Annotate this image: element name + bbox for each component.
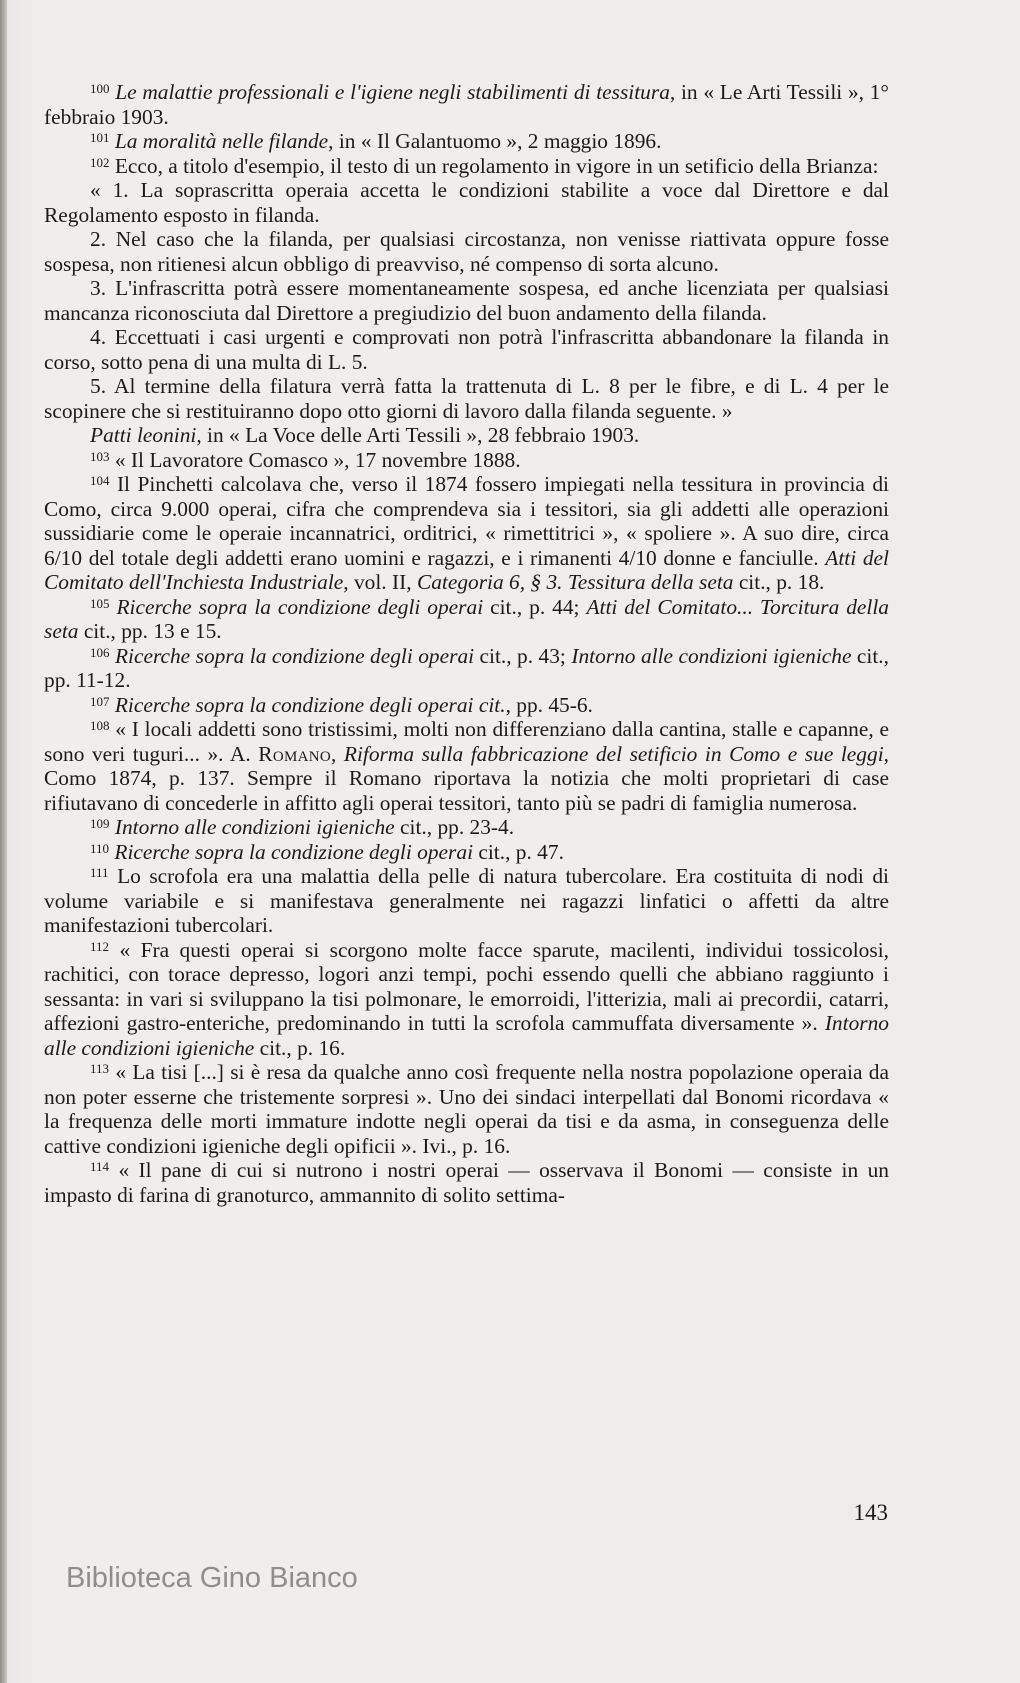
footnote-108 <box>44 717 889 815</box>
footnote-number: 110 <box>90 840 110 856</box>
footnote-text: cit., pp. 11-12. <box>44 643 889 692</box>
footnote-text: , in « La Voce delle Arti Tessili », 28 febbraio 1903. <box>196 423 640 447</box>
page-number: 143 <box>853 1500 888 1525</box>
footnote-text: , pp. 45-6. <box>505 692 593 717</box>
footnote-104 <box>44 472 889 595</box>
footnote-text: « Fra questi operai si scorgono molte facce sparute, macilenti, individui tossicolosi, rachitici, con torace depresso, logori anzi tempi, pochi essendo quelli che abbiano raggiunto i sessanta: in vari si sviluppano la tisi polmonare, le emorroidi, l'itterizia, mali ai precordii, catarri, affezioni gastro-enteriche, predominando in tutti la scrofola cammuffata diversamente ». <box>44 937 889 1035</box>
footnote-text: cit., p. 18. <box>733 570 825 594</box>
citation-title: Ricerche sopra la condizione degli operai <box>116 594 484 619</box>
regulation-rule-5: 5. Al termine della filatura verrà fatta la trattenuta di L. 8 per le fibre, e di L. 4 per le scopinere che si restituiranno dopo otto giorni di lavoro dalla filanda seguente. » <box>44 374 889 423</box>
citation-title: Intorno alle condizioni igieniche <box>114 815 395 839</box>
footnote-text: cit., p. 47. <box>473 839 564 864</box>
regulation-rule-4: 4. Eccettuati i casi urgenti e comprovati non potrà l'infrascritta abbandonare la filanda in corso, sotto pena di una multa di L. 5. <box>44 325 889 374</box>
footnote-114 <box>44 1158 889 1207</box>
footnote-number: 108 <box>90 718 110 733</box>
footnote-text: , <box>331 741 344 766</box>
footnote-number: 100 <box>90 81 110 96</box>
footnote-text: « I locali addetti sono tristissimi, molti non differenziano dalla cantina, stalle e capanne, e sono veri tuguri... ». A. <box>44 717 889 766</box>
footnote-text: cit., pp. 23-4. <box>394 815 515 839</box>
footnote-number: 102 <box>90 154 110 170</box>
page-spine-shadow <box>0 0 7 1683</box>
footnote-number: 109 <box>90 816 110 831</box>
footnote-number: 104 <box>90 473 110 488</box>
footnote-100 <box>44 80 889 129</box>
regulation-rule-1: « 1. La soprascritta operaia accetta le condizioni stabilite a voce dal Direttore e dal Regolamento esposto in filanda. <box>44 178 889 227</box>
footnote-number: 107 <box>90 693 110 709</box>
citation-title: Ricerche sopra la condizione degli operai cit. <box>114 692 506 717</box>
citation-title: Ricerche sopra la condizione degli operai <box>114 839 474 864</box>
citation-title: Le malattie professionali e l'igiene negli stabilimenti di tessitura <box>115 80 670 104</box>
footnotes-block <box>44 80 889 1207</box>
regulation-rule-3: 3. L'infrascritta potrà essere momentaneamente sospesa, ed anche licenziata per qualsiasi mancanza riconosciuta dal Direttore a pregiudizio del buon andamento della filanda. <box>44 276 889 325</box>
regulation-source <box>44 423 889 448</box>
citation-title: La moralità nelle filande <box>114 129 329 153</box>
citation-title: Riforma sulla fabbricazione del setificio in Como e sue leggi <box>343 741 884 766</box>
footnote-text: , Como 1874, p. 137. Sempre il Romano riportava la notizia che molti proprietari di case rifiutavano di concederle in affitto agli operai tessitori, tanto più se padri di famiglia numerosa. <box>44 741 889 815</box>
footnote-number: 111 <box>90 865 109 880</box>
citation-title: Patti leonini <box>90 423 197 447</box>
footnote-text: , vol. II, <box>343 570 417 594</box>
footnote-number: 106 <box>90 644 110 660</box>
footnote-105 <box>44 595 889 644</box>
citation-title: Atti del Comitato... Torcitura della seta <box>44 594 889 643</box>
footnote-text: cit., pp. 13 e 15. <box>78 619 222 643</box>
footnote-number: 112 <box>90 938 110 954</box>
footnote-text: « Il pane di cui si nutrono i nostri operai — osservava il Bonomi — consiste in un impasto di farina di granoturco, ammannito di solito settima- <box>44 1158 889 1207</box>
footnote-number: 114 <box>90 1159 110 1174</box>
footnote-113 <box>44 1060 889 1158</box>
footnote-text: cit., p. 43; <box>474 643 572 668</box>
footnote-text: cit., p. 44; <box>483 594 587 619</box>
citation-title: Intorno alle condizioni igieniche <box>571 643 852 668</box>
footnote-text: , in « Le Arti Tessili », 1° febbraio 1903. <box>44 80 889 129</box>
footnote-text: Lo scrofola era una malattia della pelle di natura tubercolare. Era costituita di nodi di volume variabile e si manifestava generalmente nei ragazzi linfatici o affetti da altre manifestazioni tubercolari. <box>44 864 889 937</box>
author-name: Romano <box>258 741 331 766</box>
footnote-number: 101 <box>90 130 110 145</box>
footnote-text: cit., p. 16. <box>254 1035 346 1060</box>
regulation-rule-2: 2. Nel caso che la filanda, per qualsiasi circostanza, non venisse riattivata oppure fosse sospesa, non ritienesi alcun obbligo di preavviso, né compenso di sorta alcuno. <box>44 227 889 276</box>
footnote-110 <box>44 840 889 865</box>
footnote-number: 113 <box>90 1061 110 1076</box>
footnote-111 <box>44 864 889 938</box>
footnote-number: 103 <box>90 448 110 464</box>
footnote-103 <box>44 448 889 473</box>
footnote-112 <box>44 938 889 1061</box>
footnote-text: Ecco, a titolo d'esempio, il testo di un regolamento in vigore in un setificio della Brianza: <box>114 153 879 178</box>
footnote-number: 105 <box>90 595 110 611</box>
footnote-101 <box>44 129 889 154</box>
footnote-text: , in « Il Galantuomo », 2 maggio 1896. <box>328 129 662 153</box>
footnote-text: « La tisi [...] si è resa da qualche anno così frequente nella nostra popolazione operaia da non poter esserne che tristemente sorpresi ». Uno dei sindaci interpellati dal Bonomi ricordava « la frequenza delle morti immature indotte negli operai da tisi e da asma, in conseguenza delle cattive condizioni igieniche degli opificii ». Ivi., p. 16. <box>44 1060 889 1158</box>
citation-title: Ricerche sopra la condizione degli operai <box>114 643 475 668</box>
footnote-text: Il Pinchetti calcolava che, verso il 1874 fossero impiegati nella tessitura in provincia di Como, circa 9.000 operai, cifra che comprendeva sia i tessitori, sia gli addetti alle operazioni sussidiarie come le operaie incannatrici, orditrici, « rimettitrici », « spoliere ». A suo dire, circa 6/10 del totale degli addetti erano uomini e ragazzi, e i rimanenti 4/10 donne e fanciulle. <box>44 472 889 570</box>
footnote-102 <box>44 154 889 179</box>
footnote-109 <box>44 815 889 840</box>
footnote-107 <box>44 693 889 718</box>
footnote-text: « Il Lavoratore Comasco », 17 novembre 1888. <box>114 447 521 472</box>
citation-title: Intorno alle condizioni igieniche <box>44 1011 889 1060</box>
citation-title: Atti del Comitato dell'Inchiesta Industriale <box>44 545 889 594</box>
citation-title: Categoria 6, § 3. Tessitura della seta <box>416 570 734 594</box>
footnote-106 <box>44 644 889 693</box>
library-watermark: Biblioteca Gino Bianco <box>66 1562 358 1594</box>
